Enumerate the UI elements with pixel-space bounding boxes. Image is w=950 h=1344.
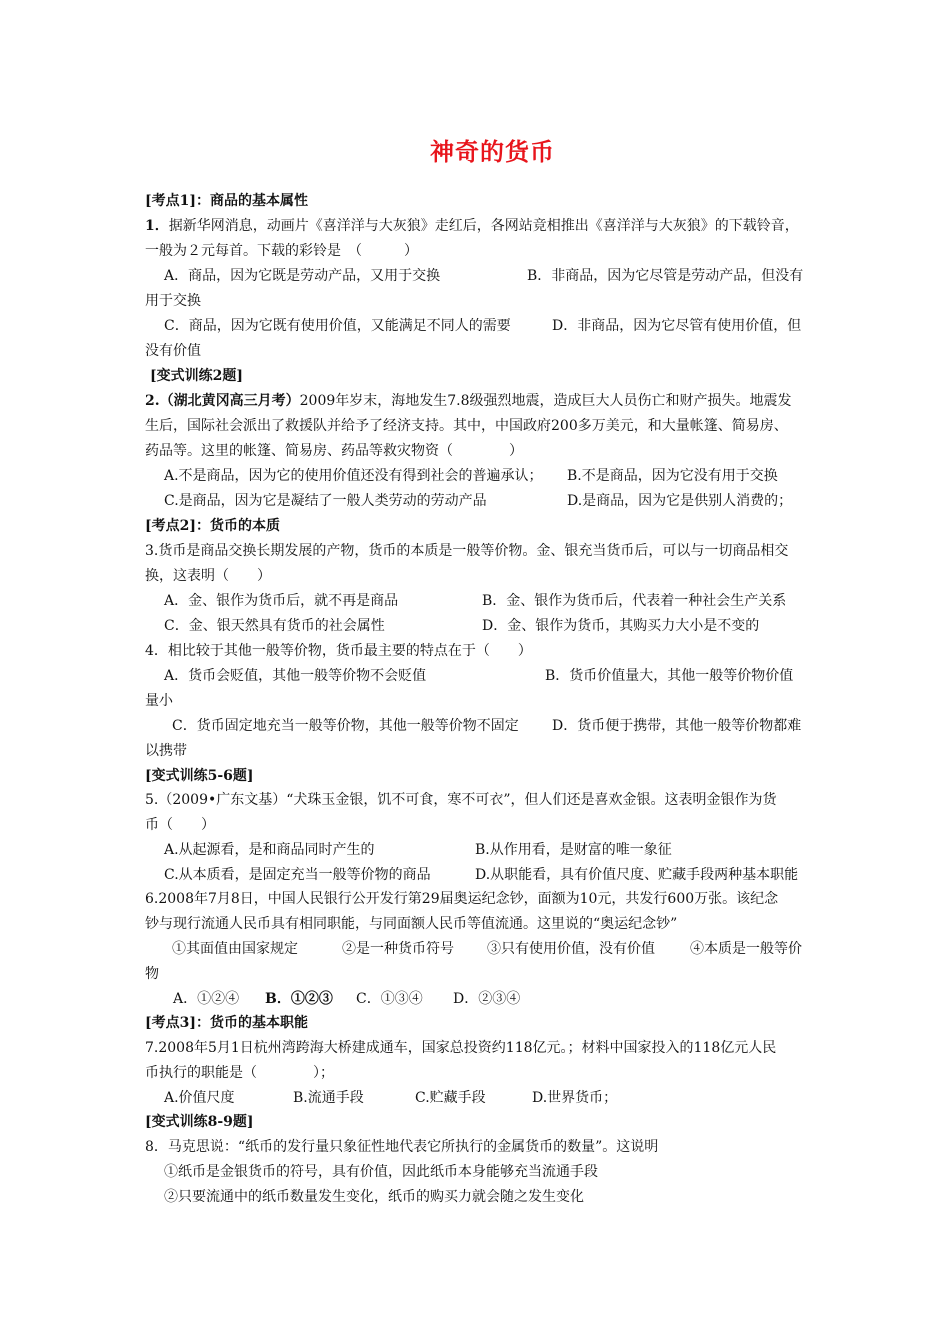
option-d: D．非商品，因为它尽管有使用价值，但 — [552, 318, 802, 334]
option-b: B.不是商品，因为它没有用于交换 — [567, 468, 778, 484]
question-text: 币（ ） — [145, 817, 215, 833]
option-c: C.是商品，因为它是凝结了一般人类劳动的劳动产品 — [164, 493, 487, 509]
question-text: 钞与现行流通人民币具有相同职能，与同面额人民币等值流通。这里说的“奥运纪念钞” — [145, 916, 678, 932]
option-a: A．金、银作为货币后，就不再是商品 — [164, 593, 399, 609]
option-a: A．商品，因为它既是劳动产品，又用于交换 — [164, 268, 441, 284]
variant-heading: [变式训练5-6题] — [145, 768, 254, 784]
question-text: 2009年岁末，海地发生7.8级强烈地震，造成巨大人员伤亡和财产损失。地震发 — [299, 393, 792, 409]
question-text: 币执行的职能是（ ）； — [145, 1065, 334, 1081]
question-text: 据新华网消息，动画片《喜洋洋与大灰狼》走红后，各网站竞相推出《喜洋洋与大灰狼》的下载铃音， — [168, 218, 799, 234]
question-7: 7.2008年5月1日杭州湾跨海大桥建成通车，国家总投资约118亿元。；材料中国家投入的118亿元人民 — [145, 1040, 777, 1056]
variant-heading: [变式训练8-9题] — [145, 1114, 254, 1130]
question-number: 2.（湖北黄冈高三月考） — [145, 393, 300, 409]
option-b-continued: 用于交换 — [145, 293, 201, 309]
option-c: C．①③④ — [356, 991, 423, 1007]
page-title: 神奇的货币 — [430, 137, 555, 166]
statement-1: ①纸币是金银货币的符号，具有价值，因此纸币本身能够充当流通手段 — [164, 1164, 598, 1180]
option-c: C．商品，因为它既有使用价值，又能满足不同人的需要 — [164, 318, 511, 334]
question-6: 6.2008年7月8日，中国人民银行公开发行第29届奥运纪念钞，面额为10元，共发行600万张。该纪念 — [145, 891, 779, 907]
option-d: D.从职能看，具有价值尺度、贮藏手段两种基本职能 — [475, 867, 799, 883]
question-8: 8．马克思说：“纸币的发行量只象征性地代表它所执行的金属货币的数量”。这说明 — [145, 1139, 659, 1155]
question-text: 生后，国际社会派出了救援队并给予了经济支持。其中，中国政府200多万美元，和大量帐篷、简易房、 — [145, 418, 788, 434]
option-c: C.从本质看，是固定充当一般等价物的商品 — [164, 867, 431, 883]
option-d: D．金、银作为货币，其购买力大小是不变的 — [482, 618, 760, 634]
option-b: B.流通手段 — [293, 1090, 364, 1106]
statement-2: ②是一种货币符号 — [342, 941, 454, 957]
option-b: B．金、银作为货币后，代表着一种社会生产关系 — [482, 593, 787, 609]
option-a: A．①②④ — [173, 991, 240, 1007]
option-b: B．①②③ — [265, 991, 333, 1007]
section-heading: [考点1]：商品的基本属性 — [145, 193, 308, 209]
statement-1: ①其面值由国家规定 — [172, 941, 298, 957]
option-b-continued: 量小 — [145, 693, 173, 709]
option-c: C.贮藏手段 — [415, 1090, 486, 1106]
section-heading: [考点2]：货币的本质 — [145, 518, 280, 534]
question-text: 换，这表明（ ） — [145, 568, 271, 584]
question-1 — [145, 216, 799, 236]
option-a: A.不是商品，因为它的使用价值还没有得到社会的普遍承认； — [164, 468, 543, 484]
option-d: D.世界货币； — [532, 1090, 618, 1106]
question-number: 1． — [145, 218, 169, 234]
section-heading: [考点3]：货币的基本职能 — [145, 1015, 308, 1031]
statement-3: ③只有使用价值，没有价值 — [487, 941, 655, 957]
option-b: B．非商品，因为它尽管是劳动产品，但没有 — [527, 268, 804, 284]
question-text: 药品等。这里的帐篷、简易房、药品等救灾物资（ ） — [145, 443, 523, 459]
option-a: A.从起源看，是和商品同时产生的 — [164, 842, 375, 858]
question-2 — [145, 391, 792, 411]
question-3: 3.货币是商品交换长期发展的产物，货币的本质是一般等价物。金、银充当货币后，可以与一切商品相交 — [145, 543, 789, 559]
option-d: D．货币便于携带，其他一般等价物都难 — [552, 718, 802, 734]
statement-2: ②只要流通中的纸币数量发生变化，纸币的购买力就会随之发生变化 — [164, 1189, 584, 1205]
statement-4: ④本质是一般等价 — [690, 941, 802, 957]
option-d-continued: 没有价值 — [145, 343, 201, 359]
variant-heading: [变式训练2题] — [150, 368, 243, 384]
option-a: A.价值尺度 — [164, 1090, 235, 1106]
option-d: D．②③④ — [453, 991, 521, 1007]
question-5: 5.（2009•广东文基）“犬珠玉金银，饥不可食，寒不可衣”，但人们还是喜欢金银。这表明金银作为货 — [145, 792, 777, 808]
option-d: D.是商品，因为它是供别人消费的； — [567, 493, 793, 509]
option-d-continued: 以携带 — [145, 743, 187, 759]
option-a: A．货币会贬值，其他一般等价物不会贬值 — [164, 668, 427, 684]
statement-4-continued: 物 — [145, 966, 159, 982]
question-text: 一般为２元每首。下载的彩铃是 （ ） — [145, 243, 418, 259]
option-b: B.从作用看，是财富的唯一象征 — [475, 842, 672, 858]
option-b: B．货币价值量大，其他一般等价物价值 — [545, 668, 794, 684]
question-4: 4．相比较于其他一般等价物，货币最主要的特点在于（ ） — [145, 643, 532, 659]
option-c: C．金、银天然具有货币的社会属性 — [164, 618, 385, 634]
option-c: C．货币固定地充当一般等价物，其他一般等价物不固定 — [172, 718, 519, 734]
